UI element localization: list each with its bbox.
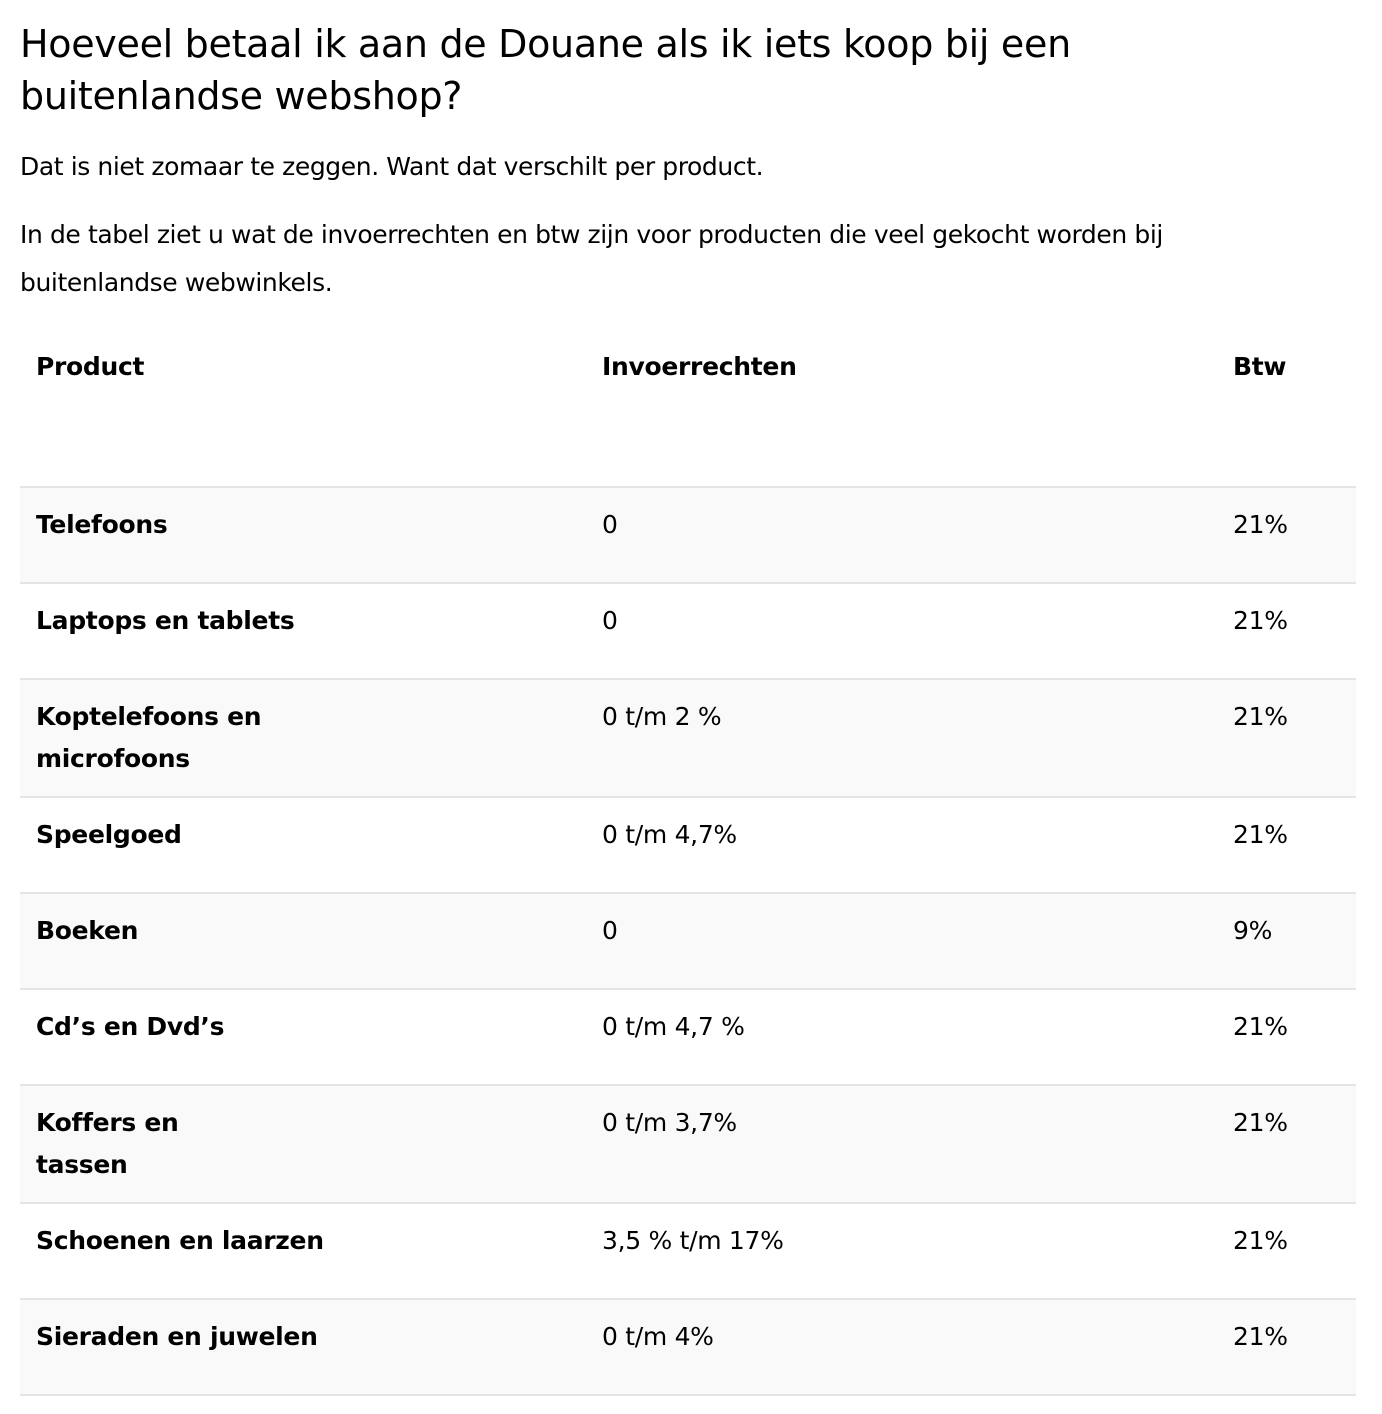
cell-btw: 9% — [1233, 916, 1273, 945]
table-row — [20, 894, 1356, 990]
cell-product: Koptelefoons en microfoons — [36, 702, 262, 773]
cell-invoerrechten: 0 t/m 2 % — [602, 702, 722, 731]
table-header-row — [20, 330, 1356, 488]
table-row — [20, 1086, 1356, 1204]
cell-btw: 21% — [1233, 1108, 1288, 1137]
page-title: Hoeveel betaal ik aan de Douane als ik iets koop bij een buitenlandse webshop? — [20, 22, 1071, 118]
cell-invoerrechten: 0 t/m 4,7 % — [602, 1012, 745, 1041]
tariff-table — [20, 330, 1356, 1396]
cell-product: Boeken — [36, 916, 139, 945]
header-btw: Btw — [1233, 352, 1287, 381]
table-row — [20, 584, 1356, 680]
cell-invoerrechten: 0 — [602, 916, 618, 945]
cell-product: Cd’s en Dvd’s — [36, 1012, 225, 1041]
cell-product: Sieraden en juwelen — [36, 1322, 318, 1351]
cell-btw: 21% — [1233, 510, 1288, 539]
table-row — [20, 488, 1356, 584]
cell-btw: 21% — [1233, 606, 1288, 635]
cell-product: Schoenen en laarzen — [36, 1226, 324, 1255]
table-row — [20, 1204, 1356, 1300]
header-product: Product — [36, 352, 145, 381]
cell-invoerrechten: 0 t/m 4% — [602, 1322, 714, 1351]
cell-product: Laptops en tablets — [36, 606, 295, 635]
cell-btw: 21% — [1233, 1226, 1288, 1255]
cell-product: Telefoons — [36, 510, 168, 539]
cell-btw: 21% — [1233, 1012, 1288, 1041]
table-row — [20, 680, 1356, 798]
table-row — [20, 798, 1356, 894]
header-invoerrechten: Invoerrechten — [602, 352, 797, 381]
cell-invoerrechten: 0 — [602, 510, 618, 539]
intro-paragraph-1: Dat is niet zomaar te zeggen. Want dat verschilt per product. — [20, 152, 764, 181]
table-row — [20, 990, 1356, 1086]
cell-btw: 21% — [1233, 702, 1288, 731]
cell-btw: 21% — [1233, 820, 1288, 849]
intro-paragraph-2: In de tabel ziet u wat de invoerrechten en btw zijn voor producten die veel gekocht worden bij buitenlandse webwinkels. — [20, 220, 1163, 297]
cell-product: Speelgoed — [36, 820, 182, 849]
cell-invoerrechten: 0 t/m 3,7% — [602, 1108, 737, 1137]
cell-invoerrechten: 0 — [602, 606, 618, 635]
cell-invoerrechten: 0 t/m 4,7% — [602, 820, 737, 849]
cell-invoerrechten: 3,5 % t/m 17% — [602, 1226, 784, 1255]
table-row — [20, 1300, 1356, 1396]
cell-btw: 21% — [1233, 1322, 1288, 1351]
cell-product: Koffers en tassen — [36, 1108, 179, 1179]
